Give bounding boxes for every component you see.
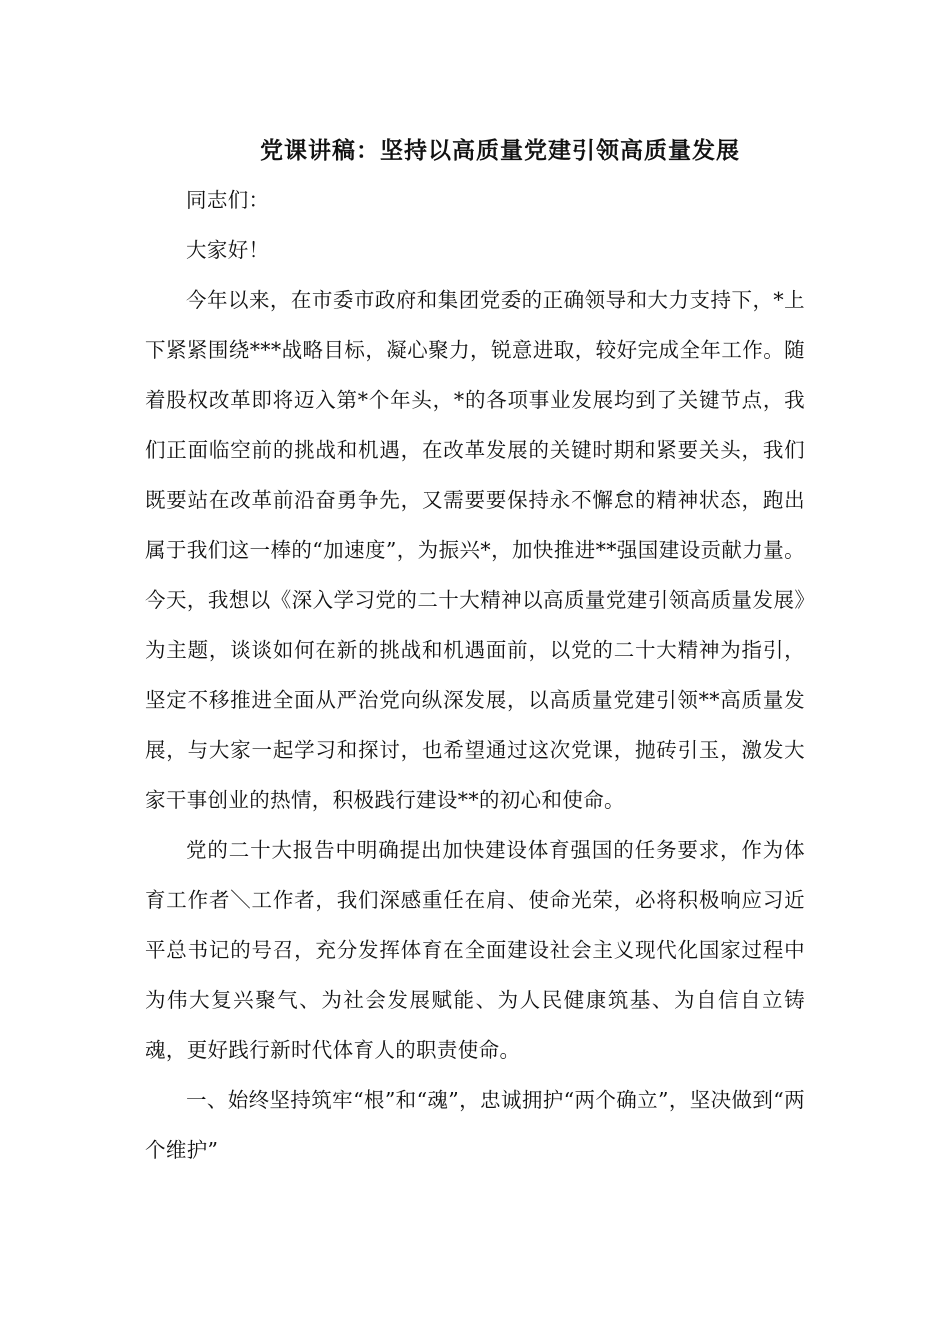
document-body	[145, 175, 805, 1175]
salutation-paragraph: 同志们：	[186, 188, 270, 212]
report-paragraph: 党的二十大报告中明确提出加快建设体育强国的任务要求，作为体育工作者＼工作者，我们深感重任在肩、使命光荣，必将积极响应习近平总书记的号召，充分发挥体育在全面建设社会主义现代化国家过程中为伟大复兴聚气、为社会发展赋能、为人民健康筑基、为自信自立铸魂，更好践行新时代体育人的职责使命。	[145, 838, 805, 1062]
section-heading-paragraph: 一、始终坚持筑牢“根”和“魂”，忠诚拥护“两个确立”，坚决做到“两个维护”	[145, 1088, 805, 1162]
document-title: 党课讲稿：坚持以高质量党建引领高质量发展	[260, 137, 740, 164]
greeting-paragraph: 大家好！	[186, 238, 270, 262]
intro-paragraph: 今年以来，在市委市政府和集团党委的正确领导和大力支持下，*上下紧紧围绕***战略目标，凝心聚力，锐意进取，较好完成全年工作。随着股权改革即将迈入第*个年头，*的各项事业发展均到了关键节点，我们正面临空前的挑战和机遇，在改革发展的关键时期和紧要关头，我们既要站在改革前沿奋勇争先，又需要要保持永不懈怠的精神状态，跑出属于我们这一棒的“加速度”，为振兴*，加快推进**强国建设贡献力量。今天，我想以《深入学习党的二十大精神以高质量党建引领高质量发展》为主题，谈谈如何在新的挑战和机遇面前，以党的二十大精神为指引，坚定不移推进全面从严治党向纵深发展，以高质量党建引领**高质量发展，与大家一起学习和探讨，也希望通过这次党课，抛砖引玉，激发大家干事创业的热情，积极践行建设**的初心和使命。	[145, 288, 805, 812]
